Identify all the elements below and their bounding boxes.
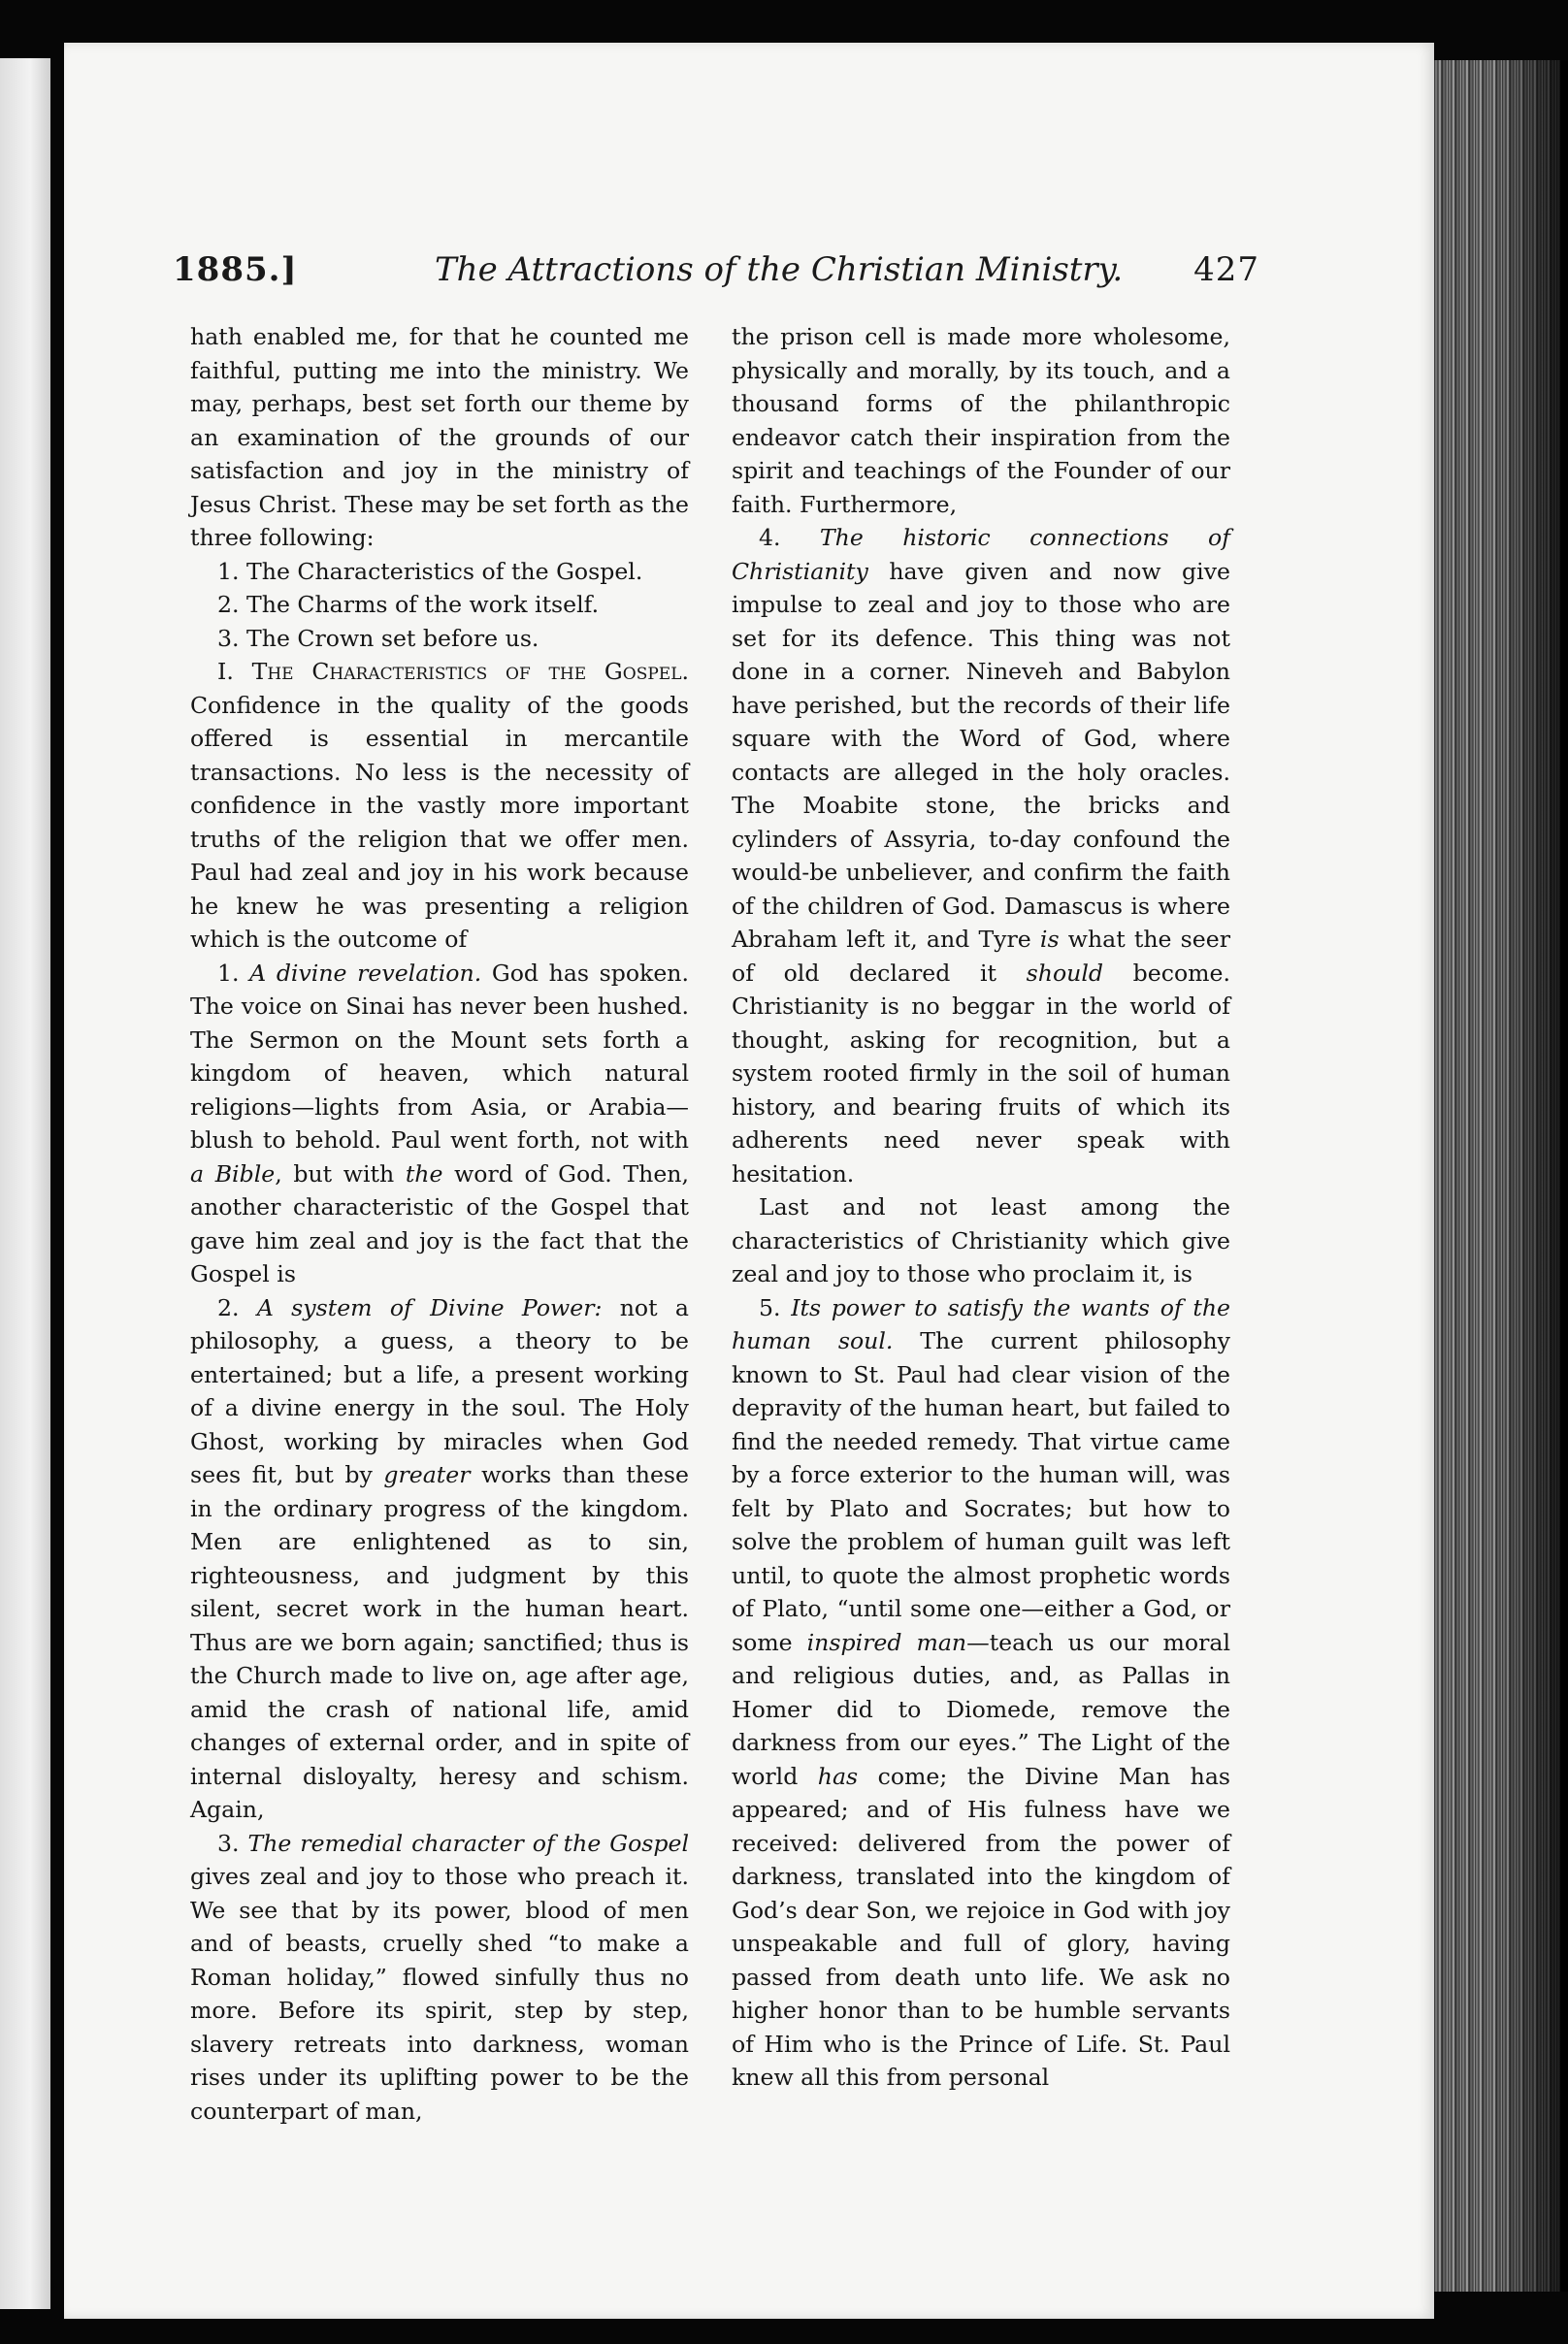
header-year: 1885.]: [173, 250, 298, 289]
facing-page-edge: [0, 58, 50, 2309]
point-heading: The remedial character of the Gospel: [247, 1829, 689, 1857]
section-heading: I. The Characteristics of the Gospel.: [217, 658, 689, 685]
point-heading: A system of Divine Power:: [256, 1293, 603, 1321]
paragraph: the prison cell is made more wholesome, physically and morally, by its touch, and a thousand forms of the philanthropic endeavor catch their inspiration from the spirit and teachings of the Founder of our faith. Furthermore,: [732, 323, 1230, 518]
paragraph: 1. A divine revelation. God has spoken. The voice on Sinai has never been hushed. The Sermon on the Mount sets forth a kingdom of heaven, which natural religions—lights from Asia, or Arabia—blush to behold. Paul went forth, not with a Bible, but with the word of God. Then, another characteristic of the Gospel that gave him zeal and joy is the fact that the Gospel is: [190, 959, 690, 1287]
paragraph: 3. The remedial character of the Gospel gives zeal and joy to those who preach it. We see that by its power, blood of men and of beasts, cruelly shed “to make a Roman holiday,” flowed sinfully thus no more. Before its spirit, step by step, slavery retreats into darkness, woman rises under its uplifting power to be the counterpart of man,: [190, 1829, 689, 2125]
paragraph: hath enabled me, for that he counted me faithful, putting me into the ministry. We may, perhaps, best set forth our theme by an examination of the grounds of our satisfaction and joy in the ministry of Jesus Christ. These may be set forth as the three following:: [190, 323, 689, 551]
paragraph: Last and not least among the characteristics of Christianity which give zeal and joy to those who proclaim it, is: [732, 1193, 1230, 1287]
right-column: [732, 320, 1230, 2095]
paragraph: 2. A system of Divine Power: not a philosophy, a guess, a theory to be entertained; but a life, a present working of a divine energy in the soul. The Holy Ghost, working by miracles when God sees fit, but by greater works than these in the ordinary progress of the kingdom. Men are enlightened as to sin, righteousness, and judgment by this silent, secret work in the human heart. Thus are we born again; sanctified; thus is the Church made to live on, age after age, amid the crash of national life, amid changes of external order, and in spite of internal disloyalty, heresy and schism. Again,: [190, 1293, 689, 1823]
paragraph: 4. The historic connections of Christianity have given and now give impulse to zeal and joy to those who are set for its defence. This thing was not done in a corner. Nineveh and Babylon have perished, but the records of their life square with the Word of God, where contacts are alleged in the holy oracles. The Moabite stone, the bricks and cylinders of Assyria, to-day confound the would-be unbeliever, and confirm the faith of the children of God. Damascus is where Abraham left it, and Tyre is what the seer of old declared it should become. Christianity is no beggar in the world of thought, asking for recognition, but a system rooted firmly in the soil of human history, and bearing fruits of which its adherents need never speak with hesitation.: [732, 524, 1230, 1188]
page-edge-shadow: [1494, 60, 1568, 2292]
list-item: 1. The Characteristics of the Gospel.: [217, 557, 643, 585]
point-heading: The historic connections of Christianity: [732, 524, 1230, 585]
left-column: [190, 320, 689, 2128]
point-heading: Its power to satisfy the wants of the human soul.: [732, 1293, 1230, 1354]
list-item: 2. The Charms of the work itself.: [217, 591, 600, 618]
outline-list: [190, 555, 689, 656]
page-number: 427: [1193, 250, 1259, 289]
running-header: [173, 250, 1259, 299]
header-title: The Attractions of the Christian Ministry.: [435, 250, 1124, 289]
paragraph: 5. Its power to satisfy the wants of the human soul. The current philosophy known to St. Paul had clear vision of the depravity of the human heart, but failed to find the needed remedy. That virtue came by a force exterior to the human will, was felt by Plato and Socrates; but how to solve the problem of human guilt was left until, to quote the almost prophetic words of Plato, “until some one—either a God, or some inspired man—teach us our moral and religious duties, and, as Pallas in Homer did to Diomede, remove the darkness from our eyes.” The Light of the world has come; the Divine Man has appeared; and of His fulness have we received: delivered from the power of darkness, translated into the kingdom of God’s dear Son, we rejoice in God with joy unspeakable and full of glory, having passed from death unto life. We ask no higher honor than to be humble servants of Him who is the Prince of Life. St. Paul knew all this from personal: [732, 1293, 1231, 2091]
point-heading: A divine revelation.: [249, 959, 482, 987]
list-item: 3. The Crown set before us.: [217, 624, 539, 652]
paragraph: I. The Characteristics of the Gospel. Confidence in the quality of the goods offered is essential in mercantile transactions. No less is the necessity of confidence in the vastly more important truths of the religion that we offer men. Paul had zeal and joy in his work because he knew he was presenting a religion which is the outcome of: [190, 658, 689, 953]
